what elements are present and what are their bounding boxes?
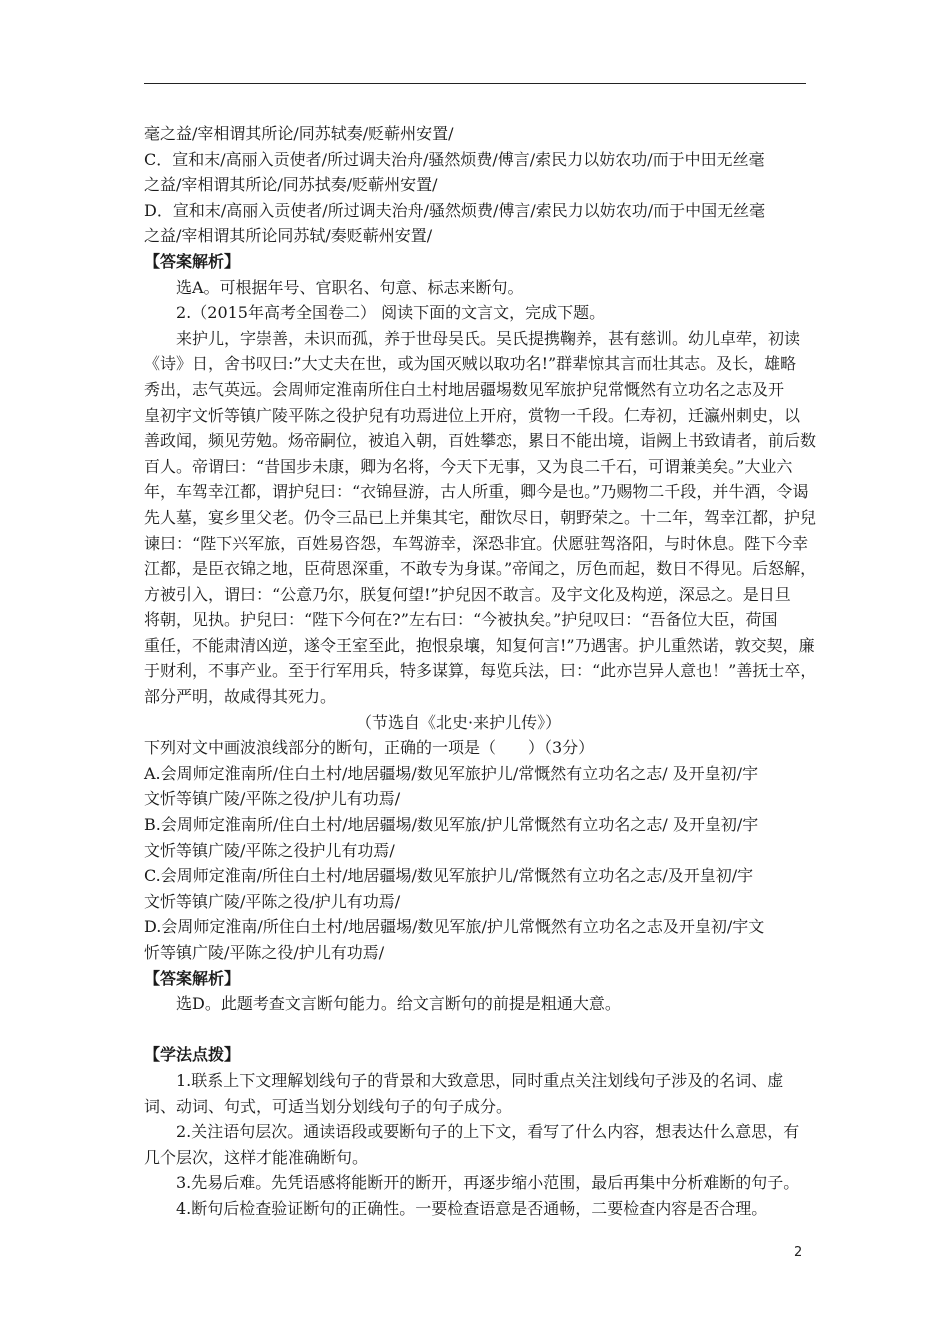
passage-line: 《诗》日，舍书叹曰:”大丈夫在世，或为国灭贼以取功名!”群辈惊其言而壮其志。及长，雄略 bbox=[144, 354, 797, 374]
passage-line: 来护儿，字崇善，未识而孤，养于世母吴氏。吴氏提携鞠养，甚有慈训。幼儿卓荦，初读 bbox=[176, 328, 801, 348]
passage-line: 先人墓，宴乡里父老。仍令三品已上并集其宅，酣饮尽日，朝野荣之。十二年，驾幸江都，护兒 bbox=[144, 507, 817, 527]
tip-2-line-2: 几个层次，这样才能准确断句。 bbox=[144, 1147, 369, 1167]
passage-line: 于财利，不事产业。至于行军用兵，特多谋算，每览兵法，曰：“此亦岂异人意也！”善抚士卒， bbox=[144, 661, 817, 681]
question-2-prompt: 下列对文中画波浪线部分的断句，正确的一项是（ ）（3分） bbox=[144, 738, 595, 758]
option-d-line-1: D.会周师定淮南/所住白土村/地居疆埸/数见军旅/护儿常慨然有立功名之志及开皇初/宇文 bbox=[144, 917, 765, 937]
method-tips-heading: 【学法点拨】 bbox=[144, 1045, 241, 1065]
tip-4: 4.断句后检查验证断句的正确性。一要检查语意是否通畅，二要检查内容是否合理。 bbox=[176, 1198, 768, 1218]
option-b-line-2: 文忻等镇广陵/平陈之役护儿有功焉/ bbox=[144, 840, 395, 860]
passage-line: 谏曰：“陛下兴军旅，百姓易咨怨，车驾游幸，深恐非宜。伏愿驻驾洛阳，与时休息。陛下今幸 bbox=[144, 533, 809, 553]
document-body bbox=[144, 121, 817, 1222]
option-d-line-2: 之益/宰相谓其所论同苏轼/奏贬蕲州安置/ bbox=[144, 226, 433, 246]
question-2-title: 2.（2015年高考全国卷二） 阅读下面的文言文，完成下题。 bbox=[176, 303, 606, 323]
answer-heading-1: 【答案解析】 bbox=[144, 251, 241, 271]
option-c-line-1: C.会周师定淮南/所住白土村/地居疆埸/数见军旅护儿/常慨然有立功名之志/及开皇初/宇 bbox=[144, 866, 754, 886]
passage-line: 秀出，志气英远。会周师定淮南所住白土村地居疆埸数见军旅护兒常慨然有立功名之志及开 bbox=[144, 379, 785, 399]
option-b-line-1: B.会周师定淮南所/住白土村/地居疆埸/数见军旅/护儿常慨然有立功名之志/ 及开皇初/宇 bbox=[144, 815, 759, 835]
section-spacer bbox=[144, 1017, 812, 1043]
option-d-line-1: D．宣和末/高丽入贡使者/所过调夫治舟/骚然烦费/傅言/索民力以妨农功/而于中国无丝毫 bbox=[144, 200, 766, 220]
passage-line: 将朝，见执。护兒曰：“陛下今何在?”左右曰：“今被执矣。”护兒叹曰：“吾备位大臣，荷国 bbox=[144, 610, 778, 630]
answer-text-1: 选A。可根据年号、官职名、句意、标志来断句。 bbox=[176, 277, 524, 297]
passage-line: 方被引入，谓曰：“公意乃尔，朕复何望!”护兒因不敢言。及宇文化及构逆，深忌之。是日旦 bbox=[144, 584, 791, 604]
answer-text-2: 选D。此题考查文言断句能力。给文言断句的前提是粗通大意。 bbox=[176, 994, 621, 1014]
passage-source: （节选自《北史·来护儿传》） bbox=[356, 712, 562, 732]
passage-line: 重任，不能肃清凶逆，遂令王室至此，抱恨泉壤，知复何言!”乃遇害。护儿重然诺，敦交契，廉 bbox=[144, 635, 815, 655]
passage-line: 部分严明，故咸得其死力。 bbox=[144, 687, 337, 707]
passage-line: 皇初宇文忻等镇广陵平陈之役护兒有功焉进位上开府，赏物一千段。仁寿初，迁瀛州刺史，以 bbox=[144, 405, 801, 425]
option-d-line-2: 忻等镇广陵/平陈之役/护儿有功焉/ bbox=[144, 943, 385, 962]
tip-1-line-2: 词、动词、句式，可适当划分划线句子的句子成分。 bbox=[144, 1096, 513, 1116]
option-c-line-2: 文忻等镇广陵/平陈之役/护儿有功焉/ bbox=[144, 891, 401, 911]
tip-2-line-1: 2.关注语句层次。通读语段或要断句子的上下文，看写了什么内容，想表达什么意思，有 bbox=[176, 1122, 800, 1142]
answer-heading-2: 【答案解析】 bbox=[144, 968, 241, 988]
tip-3: 3.先易后难。先凭语感将能断开的断开，再逐步缩小范围，最后再集中分析难断的句子。 bbox=[176, 1173, 800, 1193]
passage-line: 善政闻，频见劳勉。炀帝嗣位，被追入朝，百姓攀恋，累日不能出境，诣阙上书致请者，前后数 bbox=[144, 431, 817, 451]
passage-line: 百人。帝谓曰：“昔国步未康，卿为名将，今天下无事，又为良二千石，可谓兼美矣。”大业六 bbox=[144, 456, 793, 476]
option-b-tail: 毫之益/宰相谓其所论/同苏轼奏/贬蕲州安置/ bbox=[144, 124, 454, 143]
option-a-line-1: A.会周师定淮南所/住白土村/地居疆埸/数见军旅护儿/常慨然有立功名之志/ 及开皇初/宇 bbox=[144, 763, 759, 783]
page-number: 2 bbox=[794, 1245, 803, 1260]
option-a-line-2: 文忻等镇广陵/平陈之役/护儿有功焉/ bbox=[144, 789, 401, 809]
header-rule bbox=[144, 83, 806, 84]
passage-line: 江都，是臣衣锦之地，臣荷恩深重，不敢专为身谋。”帝闻之，厉色而起，数日不得见。后怒解， bbox=[144, 559, 817, 579]
option-c-line-2: 之益/宰相谓其所论/同苏拭奏/贬蕲州安置/ bbox=[144, 175, 438, 195]
passage-line: 年，车驾幸江都，谓护兒曰：“衣锦昼游，古人所重，卿今是也。”乃赐物二千段，并牛酒，令谒 bbox=[144, 482, 809, 502]
option-c-line-1: C．宣和末/高丽入贡使者/所过调夫治舟/骚然烦费/傅言/索民力以妨农功/而于中田无丝毫 bbox=[144, 149, 765, 169]
tip-1-line-1: 1.联系上下文理解划线句子的背景和大致意思，同时重点关注划线句子涉及的名词、虚 bbox=[176, 1070, 784, 1090]
